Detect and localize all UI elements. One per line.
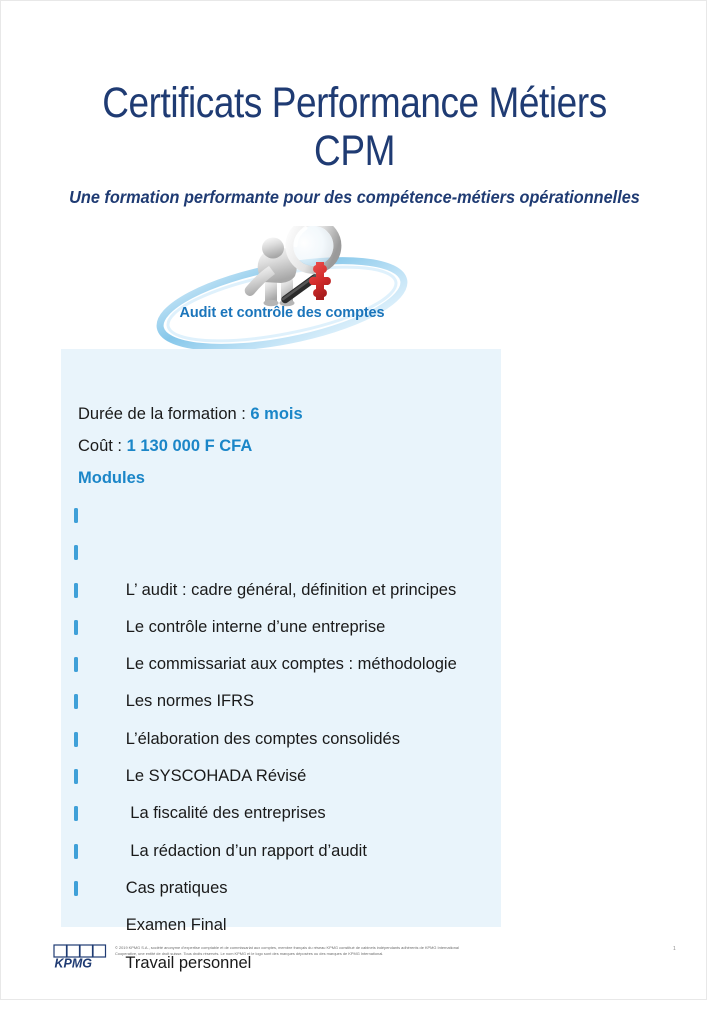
- bullet-icon: [74, 657, 78, 672]
- page-number: 1: [673, 946, 676, 952]
- page-title: [50, 79, 658, 175]
- hero-illustration: [147, 226, 417, 356]
- list-item-label: Le SYSCOHADA Révisé: [125, 767, 307, 786]
- legal-notice: [115, 945, 635, 957]
- bullet-icon: [74, 583, 78, 598]
- course-meta: [78, 398, 488, 494]
- list-item-label: Travail personnel: [125, 953, 252, 972]
- list-item-label: Cas pratiques: [125, 878, 228, 897]
- list-item-label: L’élaboration des comptes consolidés: [125, 729, 400, 748]
- bullet-icon: [74, 508, 78, 523]
- duration-row: [78, 398, 488, 430]
- bullet-icon: [74, 769, 78, 784]
- page-subtitle: Une formation performante pour des compétence-métiers opérationnelles: [69, 187, 640, 207]
- list-item-label: Les normes IFRS: [125, 692, 255, 711]
- title-block: [1, 79, 707, 208]
- bullet-icon: [74, 694, 78, 709]
- kpmg-wordmark: KPMG: [54, 956, 92, 970]
- legal-line-2: Cooperative, une entité de droit suisse. Tous droits réservés. Le nom KPMG et le logo sont des marques déposées ou des marques de KPMG International.: [115, 951, 384, 957]
- cost-row: [78, 430, 488, 462]
- list-item-label: Le contrôle interne d’une entreprise: [125, 617, 386, 636]
- cost-label: Coût :: [78, 437, 127, 455]
- list-item: [69, 497, 501, 599]
- hero-caption: Audit et contrôle des comptes: [179, 305, 385, 321]
- bullet-icon: [74, 732, 78, 747]
- bullet-icon: [74, 844, 78, 859]
- audit-illustration-icon: [147, 226, 417, 356]
- page-title-line1: Certificats Performance Métiers: [102, 79, 607, 127]
- page-footer: [1, 939, 707, 979]
- bullet-icon: [74, 806, 78, 821]
- bullet-icon: [74, 881, 78, 896]
- duration-label: Durée de la formation :: [78, 405, 251, 423]
- list-item-label: L’ audit : cadre général, définition et principes: [125, 580, 457, 599]
- bullet-icon: [74, 545, 78, 560]
- bullet-icon: [74, 620, 78, 635]
- list-item-label: La rédaction d’un rapport d’audit: [125, 841, 367, 860]
- legal-line-1: © 2019 KPMG S.A., société anonyme d’expertise comptable et de commissariat aux comptes, membre français du réseau KPMG constitué de cabinets indépendants adhérents de KPMG International: [115, 945, 459, 950]
- kpmg-logo: [53, 944, 109, 970]
- cost-value: 1 130 000 F CFA: [126, 437, 253, 455]
- list-item-label: Examen Final: [125, 916, 227, 935]
- duration-value: 6 mois: [250, 405, 303, 423]
- page-title-line2: CPM: [314, 127, 395, 175]
- modules-heading: Modules: [78, 469, 145, 487]
- list-item-label: La fiscalité des entreprises: [125, 804, 326, 823]
- list-item-label: Le commissariat aux comptes : méthodologie: [125, 655, 457, 674]
